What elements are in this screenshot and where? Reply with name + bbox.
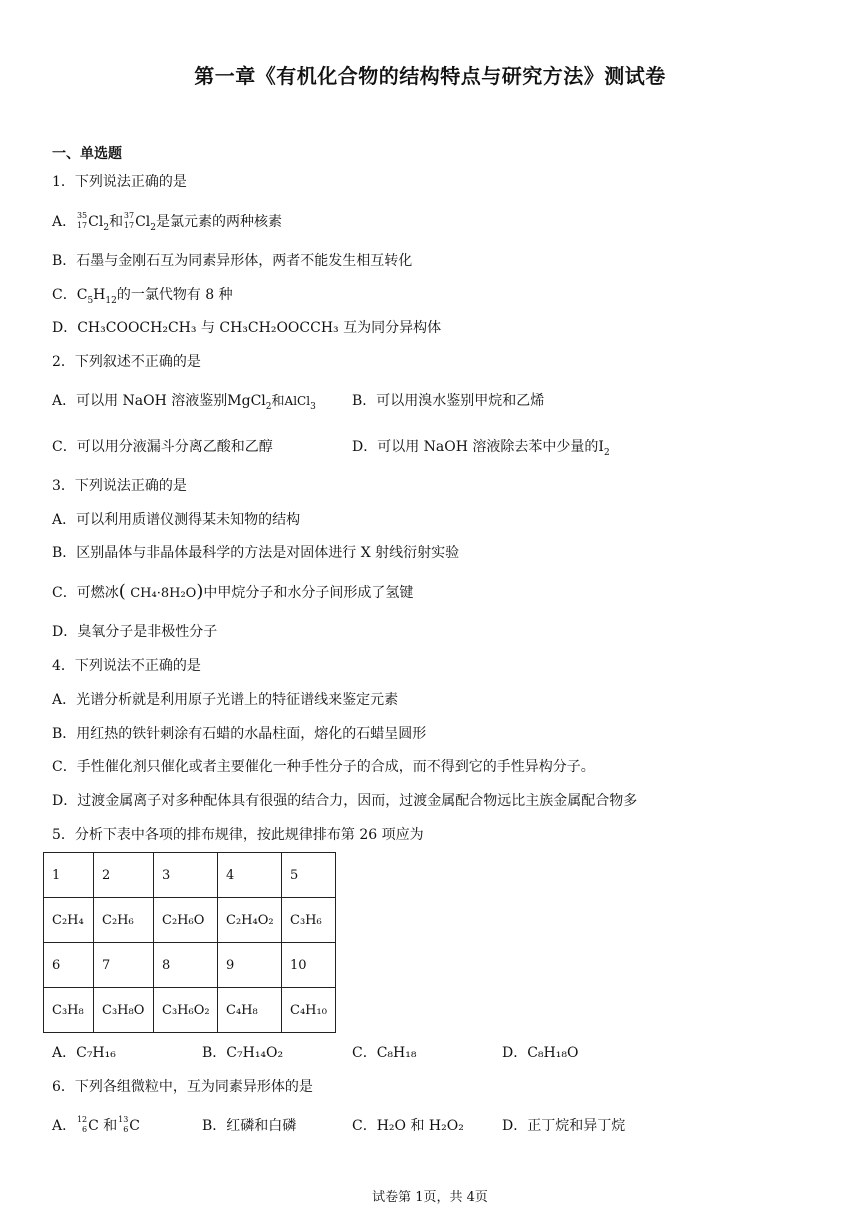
q6-option-c: C．H₂O 和 H₂O₂ xyxy=(352,1118,464,1134)
q6-option-d: D．正丁烷和异丁烷 xyxy=(502,1118,626,1134)
table-cell: 5 xyxy=(282,853,336,898)
table-cell: C₃H₈ xyxy=(44,988,94,1033)
section-heading: 一、单选题 xyxy=(52,146,122,162)
q4-option-a: A．光谱分析就是利用原子光谱上的特征谱线来鉴定元素 xyxy=(52,692,399,708)
q3-option-c: C．可燃冰( CH₄·8H₂O)中甲烷分子和水分子间形成了氢键 xyxy=(52,581,414,602)
table-cell: C₃H₆ xyxy=(282,898,336,943)
q1-option-c: C．$C_5H_{12}$的一氯代物有 8 种 xyxy=(52,287,233,306)
table-cell: 3 xyxy=(154,853,218,898)
table-row xyxy=(44,898,336,943)
q2-stem: 2．下列叙述不正确的是 xyxy=(52,354,201,370)
q1-option-a: A． 35 17 $Cl_2$和 37 17 $Cl_2$是氯元素的两种核素 xyxy=(52,211,282,233)
q1-option-d: D．CH₃COOCH₂CH₃ 与 CH₃CH₂OOCCH₃ 互为同分异构体 xyxy=(52,320,442,336)
table-cell: C₃H₈O xyxy=(94,988,154,1033)
table-cell: C₄H₁₀ xyxy=(282,988,336,1033)
q1-option-b: B．石墨与金刚石互为同素异形体，两者不能发生相互转化 xyxy=(52,253,413,269)
q4-option-d: D．过渡金属离子对多种配体具有很强的结合力，因而，过渡金属配合物远比主族金属配合物多 xyxy=(52,793,638,809)
table-cell: C₂H₆ xyxy=(94,898,154,943)
q2-option-d: D．可以用 NaOH 溶液除去苯中少量的$I_2$ xyxy=(352,439,610,458)
table-row xyxy=(44,853,336,898)
q4-stem: 4．下列说法不正确的是 xyxy=(52,658,201,674)
q5-option-a: A．C₇H₁₆ xyxy=(52,1045,116,1061)
q3-option-b: B．区别晶体与非晶体最科学的方法是对固体进行 X 射线衍射实验 xyxy=(52,545,460,561)
table-cell: C₂H₆O xyxy=(154,898,218,943)
table-cell: C₃H₆O₂ xyxy=(154,988,218,1033)
table-cell: 4 xyxy=(218,853,282,898)
q5-option-d: D．C₈H₁₈O xyxy=(502,1045,579,1061)
q4-option-c: C．手性催化剂只催化或者主要催化一种手性分子的合成，而不得到它的手性异构分子。 xyxy=(52,759,595,775)
q3-option-d: D．臭氧分子是非极性分子 xyxy=(52,624,218,640)
page-title: 第一章《有机化合物的结构特点与研究方法》测试卷 xyxy=(194,64,666,88)
q6-option-b: B．红磷和白磷 xyxy=(202,1118,297,1134)
table-cell: 10 xyxy=(282,943,336,988)
table-cell: 2 xyxy=(94,853,154,898)
q5-option-c: C．C₈H₁₈ xyxy=(352,1045,417,1061)
q6-isotope-1: 12 6 xyxy=(76,1115,88,1134)
table-cell: C₂H₄ xyxy=(44,898,94,943)
q5-stem: 5．分析下表中各项的排布规律，按此规律排布第 26 项应为 xyxy=(52,827,424,843)
q3-stem: 3．下列说法正确的是 xyxy=(52,478,187,494)
table-row xyxy=(44,943,336,988)
q2-option-b: B．可以用溴水鉴别甲烷和乙烯 xyxy=(352,393,545,409)
q5-option-b: B．C₇H₁₄O₂ xyxy=(202,1045,284,1061)
table-cell: 8 xyxy=(154,943,218,988)
q6-stem: 6．下列各组微粒中，互为同素异形体的是 xyxy=(52,1079,313,1095)
table-cell: 1 xyxy=(44,853,94,898)
q3-option-a: A．可以利用质谱仪测得某未知物的结构 xyxy=(52,512,301,528)
q4-option-b: B．用红热的铁针刺涂有石蜡的水晶柱面，熔化的石蜡呈圆形 xyxy=(52,726,427,742)
table-cell: C₄H₈ xyxy=(218,988,282,1033)
table-cell: 6 xyxy=(44,943,94,988)
q6-isotope-2: 13 6 xyxy=(118,1115,129,1134)
q2-option-a: A．可以用 NaOH 溶液鉴别MgCl$_2$和AlCl$_3$ xyxy=(52,393,316,412)
q6-option-a: A． 12 6 C 和 13 6 C xyxy=(52,1115,141,1134)
table-cell: 9 xyxy=(218,943,282,988)
page-footer: 试卷第 1页，共 4页 xyxy=(372,1190,488,1205)
q1-isotope-1: 35 17 xyxy=(76,211,88,230)
table-cell: 7 xyxy=(94,943,154,988)
q2-option-c: C．可以用分液漏斗分离乙酸和乙醇 xyxy=(52,439,273,455)
q1-stem: 1．下列说法正确的是 xyxy=(52,174,187,190)
table-cell: C₂H₄O₂ xyxy=(218,898,282,943)
sequence-table xyxy=(43,852,336,1033)
table-row xyxy=(44,988,336,1033)
q1-isotope-2: 37 17 xyxy=(123,211,135,230)
